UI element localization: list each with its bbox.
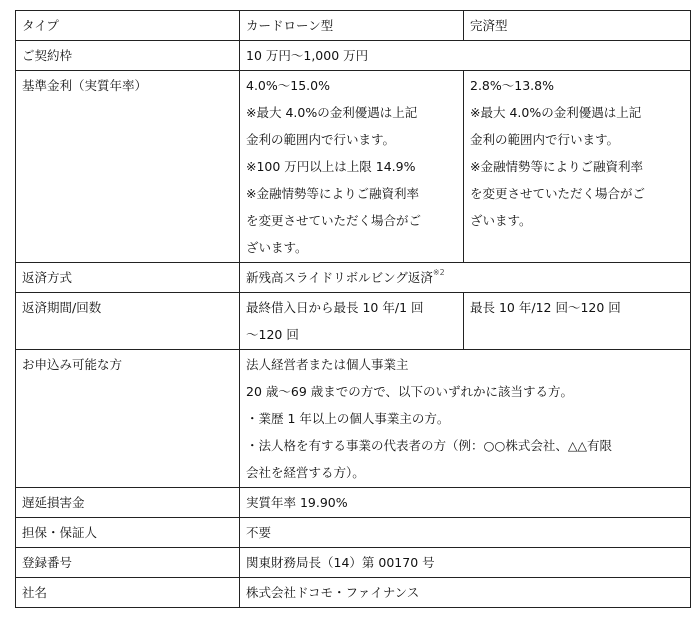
- footnote-marker: ※2: [432, 268, 445, 277]
- period-card-loan: [240, 293, 464, 350]
- repayment-method-value: [240, 263, 691, 293]
- repayment-method-text: 新残高スライドリボルビング返済: [246, 270, 433, 285]
- table-row-applicants: [16, 350, 691, 488]
- row-label-registration: 登録番号: [16, 548, 240, 578]
- table-row-company: [16, 578, 691, 608]
- rate-full-repayment-line: 2.8%～13.8%: [470, 78, 554, 93]
- rate-card-loan-line: 金利の範囲内で行います。: [246, 132, 396, 147]
- table-row-repayment-method: [16, 263, 691, 293]
- rate-card-loan-line: を変更させていただく場合がご: [246, 213, 422, 228]
- rate-card-loan-line: 4.0%～15.0%: [246, 78, 330, 93]
- rate-card-loan: [240, 71, 464, 263]
- applicants-value: [240, 350, 691, 488]
- row-label-repayment-period: 返済期間/回数: [16, 293, 240, 350]
- applicants-line: ・業歴 1 年以上の個人事業主の方。: [246, 411, 450, 426]
- table-row-guarantor: [16, 518, 691, 548]
- table-row-type: [16, 11, 691, 41]
- applicants-line: 法人経営者または個人事業主: [246, 357, 409, 372]
- table-row-rate: [16, 71, 691, 263]
- period-full-repayment: 最長 10 年/12 回～120 回: [464, 293, 691, 350]
- type-full-repayment: 完済型: [464, 11, 691, 41]
- rate-card-loan-line: ざいます。: [246, 240, 308, 255]
- rate-card-loan-line: ※100 万円以上は上限 14.9%: [246, 159, 416, 174]
- applicants-line: 会社を経営する方）。: [246, 465, 365, 480]
- row-label-company: 社名: [16, 578, 240, 608]
- table-row-late-fee: [16, 488, 691, 518]
- applicants-line: 20 歳～69 歳までの方で、以下のいずれかに該当する方。: [246, 384, 574, 399]
- rate-full-repayment: [464, 71, 691, 263]
- rate-full-repayment-line: ※最大 4.0%の金利優遇は上記: [470, 105, 642, 120]
- guarantor-value: 不要: [240, 518, 691, 548]
- row-label-limit: ご契約枠: [16, 41, 240, 71]
- registration-value: 関東財務局長（14）第 00170 号: [240, 548, 691, 578]
- rate-card-loan-line: ※最大 4.0%の金利優遇は上記: [246, 105, 418, 120]
- rate-full-repayment-line: を変更させていただく場合がご: [470, 186, 646, 201]
- table-row-repayment-period: [16, 293, 691, 350]
- rate-full-repayment-line: ざいます。: [470, 213, 532, 228]
- table-row-registration: [16, 548, 691, 578]
- row-label-rate: 基準金利（実質年率）: [16, 71, 240, 263]
- row-label-type: タイプ: [16, 11, 240, 41]
- loan-terms-table: [15, 10, 691, 608]
- company-value: 株式会社ドコモ・ファイナンス: [240, 578, 691, 608]
- type-card-loan: カードローン型: [240, 11, 464, 41]
- row-label-repayment-method: 返済方式: [16, 263, 240, 293]
- late-fee-value: 実質年率 19.90%: [240, 488, 691, 518]
- period-card-loan-line: 最終借入日から最長 10 年/1 回: [246, 300, 424, 315]
- rate-full-repayment-line: ※金融情勢等によりご融資利率: [470, 159, 643, 174]
- rate-card-loan-line: ※金融情勢等によりご融資利率: [246, 186, 419, 201]
- applicants-line: ・法人格を有する事業の代表者の方（例：○○株式会社、△△有限: [246, 438, 613, 453]
- row-label-guarantor: 担保・保証人: [16, 518, 240, 548]
- rate-full-repayment-line: 金利の範囲内で行います。: [470, 132, 620, 147]
- row-label-late-fee: 遅延損害金: [16, 488, 240, 518]
- limit-value: 10 万円～1,000 万円: [240, 41, 691, 71]
- period-card-loan-line: ～120 回: [246, 327, 299, 342]
- row-label-applicants: お申込み可能な方: [16, 350, 240, 488]
- table-row-limit: [16, 41, 691, 71]
